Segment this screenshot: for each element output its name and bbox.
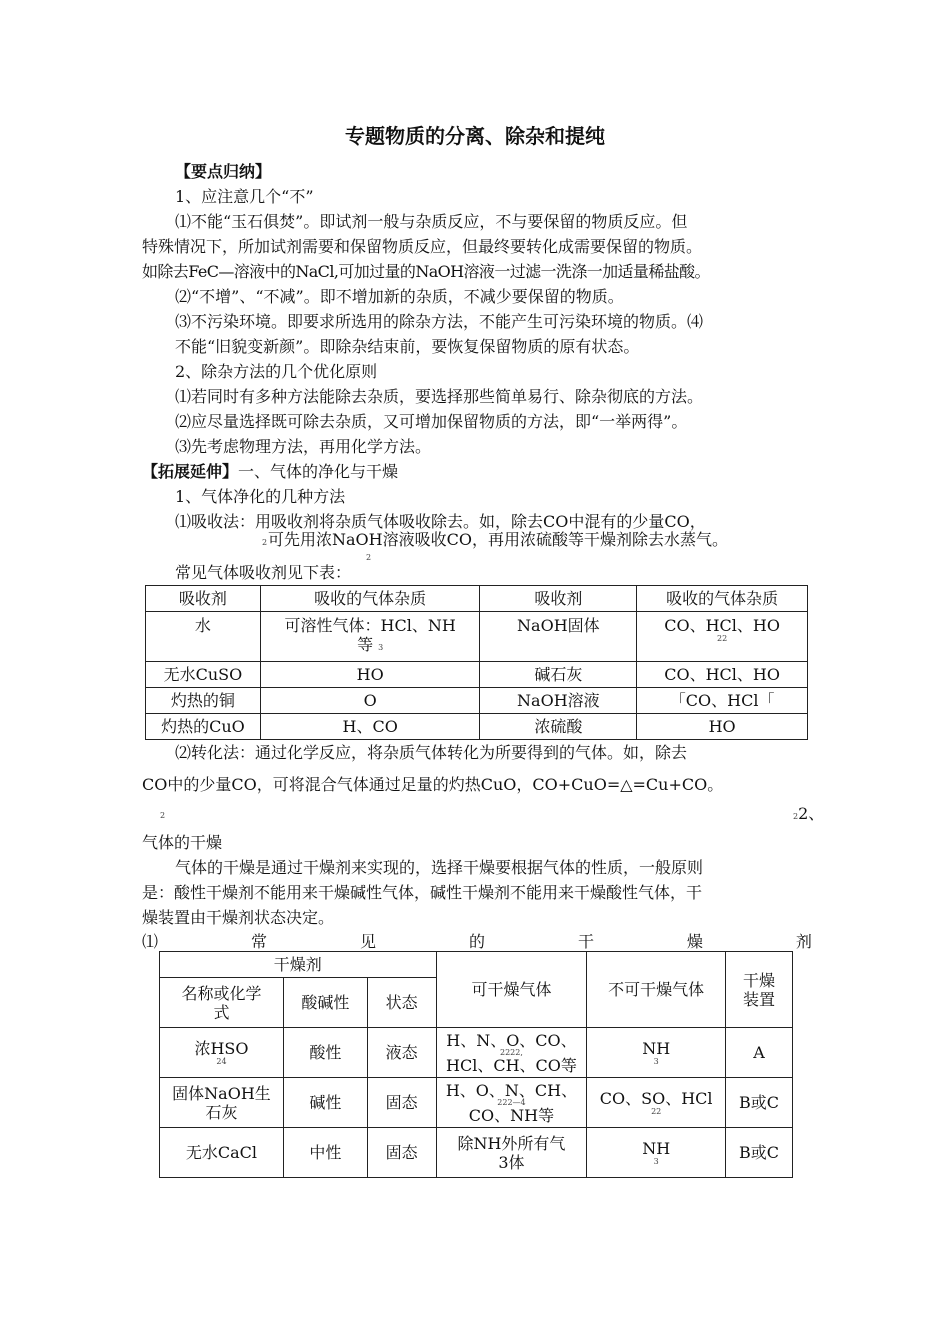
paragraph-3: ⑶不污染环境。即要求所选用的除杂方法，不能产生可污染环境的物质。⑷	[175, 312, 704, 331]
subscript: 24	[216, 1057, 227, 1066]
cell: A	[726, 1028, 793, 1078]
dryer-table	[159, 951, 793, 1178]
table-row	[160, 1028, 793, 1078]
paragraph-4: 不能“旧貌变新颜”。即除杂结束前，要恢复保留物质的原有状态。	[175, 337, 640, 356]
drying-paragraph-1: 气体的干燥是通过干燥剂来实现的，选择干燥要根据气体的性质，一般原则	[175, 858, 704, 877]
table-row	[146, 714, 808, 740]
subscript: 22	[651, 1107, 662, 1116]
subscript: 22	[717, 634, 728, 643]
cell: O	[260, 688, 480, 714]
can-dry-text: H、O、N、CH、	[445, 1080, 578, 1100]
subscript: 3	[653, 1057, 659, 1066]
cell-text-2	[265, 635, 476, 657]
dryer-name: 固体NaOH生石灰	[172, 1083, 271, 1122]
cell: 液态	[367, 1028, 436, 1078]
cell: NaOH固体	[480, 612, 637, 662]
table-intro: 常见气体吸收剂见下表：	[175, 563, 352, 582]
cell: HO	[260, 662, 480, 688]
cell	[587, 1078, 726, 1128]
cell-suffix: 等	[357, 635, 374, 654]
section-1-heading: 1、应注意几个“不”	[175, 187, 314, 206]
cell	[436, 1028, 587, 1078]
drying-heading: 气体的干燥	[142, 833, 223, 852]
section-2-number: 2、	[798, 804, 825, 823]
cell	[637, 612, 808, 662]
cell: 灼热的铜	[146, 688, 261, 714]
subscript: 3	[378, 643, 384, 652]
dryer-name: 浓HSO	[194, 1039, 249, 1058]
paragraph-1a: ⑴不能“玉石俱焚”。即试剂一般与杂质反应，不与要保留的物质反应。但	[175, 212, 688, 231]
absorption-sub-1: 2	[262, 538, 268, 547]
cell-text: CO、HCl、HO	[664, 616, 780, 635]
section-2-heading: 2、除杂方法的几个优化原则	[175, 362, 378, 381]
cell-text: 可溶性气体：HCl、NH	[284, 616, 456, 635]
conversion-right-tail	[793, 804, 824, 827]
header-name	[160, 978, 284, 1028]
caption-char: 常	[250, 932, 267, 951]
caption-char: 燥	[686, 932, 703, 951]
cell: 「CO、HCl「	[637, 688, 808, 714]
caption-char: 见	[359, 932, 376, 951]
absorption-sub-2: 2	[366, 553, 372, 562]
page-title: 专题物质的分离、除杂和提纯	[345, 124, 605, 148]
cell: 碱性	[283, 1078, 367, 1128]
cell: HO	[637, 714, 808, 740]
can-dry-text: 除NH外所有气	[457, 1133, 566, 1153]
header-name-text: 名称或化学式	[181, 983, 262, 1022]
principle-3: ⑶先考虑物理方法，再用化学方法。	[175, 437, 432, 456]
cell	[587, 1128, 726, 1178]
subscript: 2222,	[500, 1047, 523, 1057]
principle-2: ⑵应尽量选择既可除去杂质，又可增加保留物质的方法，即“一举两得”。	[175, 412, 688, 431]
subscript: 3	[653, 1157, 659, 1166]
conversion-line-1: ⑵转化法：通过化学反应，将杂质气体转化为所要得到的气体。如，除去	[175, 743, 688, 762]
can-dry-text: H、N、O、CO、	[446, 1030, 577, 1050]
cell: 固态	[367, 1128, 436, 1178]
header-state: 状态	[367, 978, 436, 1028]
table-row	[146, 688, 808, 714]
absorbent-header-row	[146, 586, 808, 612]
extension-heading-line	[142, 462, 398, 482]
cell: 无水CaCl	[160, 1128, 284, 1178]
paragraph-2: ⑵“不增”、“不减”。即不增加新的杂质，不减少要保留的物质。	[175, 287, 624, 306]
can-dry-text-2: 3体	[498, 1152, 525, 1172]
cell: NaOH溶液	[480, 688, 637, 714]
paragraph-1c: 如除去FeC—溶液中的NaCl,可加过量的NaOH溶液一过滤一洗涤一加适量稀盐酸。	[142, 262, 710, 281]
header-absorbent-2: 吸收剂	[480, 586, 637, 612]
cell	[160, 1028, 284, 1078]
cell	[587, 1028, 726, 1078]
cannot-dry-text: CO、SO、HCl	[599, 1089, 713, 1108]
cell	[436, 1128, 587, 1178]
cell: CO、HCl、HO	[637, 662, 808, 688]
cell: B或C	[726, 1078, 793, 1128]
absorption-method-line-1: ⑴吸收法：用吸收剂将杂质气体吸收除去。如，除去CO中混有的少量CO，	[175, 512, 706, 531]
cell: 无水CuSO	[146, 662, 261, 688]
can-dry-text-2: HCl、CH、CO等	[446, 1055, 577, 1075]
principle-1: ⑴若同时有多种方法能除去杂质，要选择那些简单易行、除杂彻底的方法。	[175, 387, 704, 406]
cell: 灼热的CuO	[146, 714, 261, 740]
header-device	[726, 952, 793, 1028]
paragraph-1b: 特殊情况下，所加试剂需要和保留物质反应，但最终要转化成需要保留的物质。	[142, 237, 703, 256]
cell: 酸性	[283, 1028, 367, 1078]
table-row	[160, 1128, 793, 1178]
header-gas-impurity: 吸收的气体杂质	[260, 586, 480, 612]
caption-char: ⑴	[142, 932, 159, 951]
cannot-dry-text: NH	[642, 1039, 671, 1058]
conversion-line-2: CO中的少量CO，可将混合气体通过足量的灼热CuO，CO+CuO=△=Cu+CO。	[142, 775, 724, 794]
header-absorbent: 吸收剂	[146, 586, 261, 612]
key-points-heading: 【要点归纳】	[175, 162, 272, 181]
cell: B或C	[726, 1128, 793, 1178]
conversion-sub-right: 2	[793, 812, 799, 821]
conversion-sub-left: 2	[160, 811, 166, 820]
caption-char: 干	[577, 932, 594, 951]
cell: H、CO	[260, 714, 480, 740]
header-acidity: 酸碱性	[283, 978, 367, 1028]
cannot-dry-text: NH	[642, 1139, 671, 1158]
extension-heading: 【拓展延伸】	[142, 462, 239, 481]
header-gas-impurity-2: 吸收的气体杂质	[637, 586, 808, 612]
caption-char: 剂	[795, 932, 812, 951]
subscript: 222—4	[497, 1097, 526, 1107]
cell: 浓硫酸	[480, 714, 637, 740]
cell: 固态	[367, 1078, 436, 1128]
cell: 水	[146, 612, 261, 662]
absorption-method-line-2: 可先用浓NaOH溶液吸收CO，再用浓硫酸等干燥剂除去水蒸气。	[268, 530, 728, 549]
cell	[436, 1078, 587, 1128]
drying-paragraph-3: 燥装置由干燥剂状态决定。	[142, 908, 335, 927]
table-row	[146, 612, 808, 662]
can-dry-text-2: CO、NH等	[468, 1105, 555, 1125]
caption-char: 的	[468, 932, 485, 951]
header-can-dry: 可干燥气体	[436, 952, 587, 1028]
absorbent-table	[145, 585, 808, 740]
header-cannot-dry: 不可干燥气体	[587, 952, 726, 1028]
cell	[260, 612, 480, 662]
table-row	[146, 662, 808, 688]
header-dryer-group: 干燥剂	[160, 952, 437, 978]
table-row	[160, 1078, 793, 1128]
header-device-text: 干燥装置	[743, 970, 776, 1009]
dryer-header-row	[160, 952, 793, 978]
cell: 碱石灰	[480, 662, 637, 688]
extension-heading-rest: 一、气体的净化与干燥	[238, 462, 399, 481]
cell: 中性	[283, 1128, 367, 1178]
drying-paragraph-2: 是：酸性干燥剂不能用来干燥碱性气体，碱性干燥剂不能用来干燥酸性气体，干	[142, 883, 703, 902]
purification-heading: 1、气体净化的几种方法	[175, 487, 346, 506]
cell	[160, 1078, 284, 1128]
common-dryers-caption	[142, 932, 812, 952]
